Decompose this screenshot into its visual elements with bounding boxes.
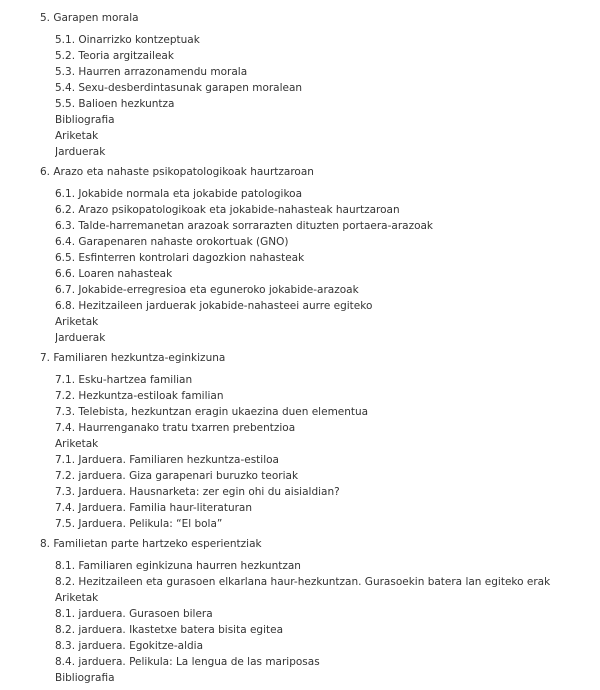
toc-item[interactable]: Jarduerak	[55, 332, 106, 344]
toc-item[interactable]: 5.2. Teoria argitzaileak	[55, 50, 174, 62]
toc-item[interactable]: 7.4. Haurrenganako tratu txarren prebentzioa	[55, 422, 296, 434]
toc-item[interactable]: 8.3. jarduera. Egokitze-aldia	[55, 640, 204, 652]
toc-item[interactable]: 7.2. Hezkuntza-estiloak familian	[55, 390, 224, 402]
toc-item[interactable]: 7.4. Jarduera. Familia haur-literaturan	[55, 502, 253, 514]
toc-item[interactable]: 5.5. Balioen hezkuntza	[55, 98, 175, 110]
section-title[interactable]: 6. Arazo eta nahaste psikopatologikoak haurtzaroan	[40, 166, 314, 178]
toc-section	[40, 536, 600, 686]
toc-item[interactable]: 8.4. jarduera. Pelikula: La lengua de las mariposas	[55, 656, 320, 668]
section-items	[40, 186, 600, 346]
toc-item[interactable]: 6.3. Talde-harremanetan arazoak sorrarazten dituzten portaera-arazoak	[55, 220, 434, 232]
toc-item[interactable]: 8.1. Familiaren eginkizuna haurren hezkuntzan	[55, 560, 301, 572]
toc-item[interactable]: 5.3. Haurren arrazonamendu morala	[55, 66, 248, 78]
toc-item[interactable]: Ariketak	[55, 130, 99, 142]
toc-item[interactable]: 7.5. Jarduera. Pelikula: “El bola”	[55, 518, 223, 530]
toc-item[interactable]: 5.4. Sexu-desberdintasunak garapen moralean	[55, 82, 303, 94]
section-items	[40, 32, 600, 160]
toc-item[interactable]: 7.2. jarduera. Giza garapenari buruzko teoriak	[55, 470, 299, 482]
toc-item[interactable]: 8.1. jarduera. Gurasoen bilera	[55, 608, 213, 620]
toc-item[interactable]: Ariketak	[55, 592, 99, 604]
section-title[interactable]: 7. Familiaren hezkuntza-eginkizuna	[40, 352, 226, 364]
toc-item[interactable]: 7.3. Jarduera. Hausnarketa: zer egin ohi du aisialdian?	[55, 486, 340, 498]
toc-item[interactable]: 6.8. Hezitzaileen jarduerak jokabide-nahasteei aurre egiteko	[55, 300, 373, 312]
table-of-contents	[40, 10, 600, 690]
section-items	[40, 372, 600, 532]
toc-item[interactable]: 7.3. Telebista, hezkuntzan eragin ukaezina duen elementua	[55, 406, 369, 418]
section-title[interactable]: 5. Garapen morala	[40, 12, 139, 24]
toc-item[interactable]: 6.7. Jokabide-erregresioa eta eguneroko jokabide-arazoak	[55, 284, 359, 296]
toc-item[interactable]: 6.2. Arazo psikopatologikoak eta jokabide-nahasteak haurtzaroan	[55, 204, 400, 216]
toc-item[interactable]: 6.1. Jokabide normala eta jokabide patologikoa	[55, 188, 303, 200]
toc-item[interactable]: Bibliografia	[55, 672, 115, 684]
toc-section	[40, 10, 600, 160]
toc-item[interactable]: Ariketak	[55, 438, 99, 450]
toc-section	[40, 164, 600, 346]
toc-section	[40, 350, 600, 532]
toc-item[interactable]: Jarduerak	[55, 146, 106, 158]
toc-item[interactable]: 7.1. Esku-hartzea familian	[55, 374, 193, 386]
toc-item[interactable]: 5.1. Oinarrizko kontzeptuak	[55, 34, 200, 46]
section-title[interactable]: 8. Familietan parte hartzeko esperientziak	[40, 538, 262, 550]
toc-item[interactable]: 8.2. Hezitzaileen eta gurasoen elkarlana haur-hezkuntzan. Gurasoekin batera lan egiteko erak	[55, 576, 551, 588]
toc-item[interactable]: 6.4. Garapenaren nahaste orokortuak (GNO)	[55, 236, 289, 248]
toc-item[interactable]: 7.1. Jarduera. Familiaren hezkuntza-estiloa	[55, 454, 279, 466]
toc-item[interactable]: Ariketak	[55, 316, 99, 328]
toc-item[interactable]: 8.2. jarduera. Ikastetxe batera bisita egitea	[55, 624, 284, 636]
section-items	[40, 558, 600, 686]
toc-item[interactable]: 6.5. Esfinterren kontrolari dagozkion nahasteak	[55, 252, 305, 264]
toc-item[interactable]: 6.6. Loaren nahasteak	[55, 268, 173, 280]
toc-item[interactable]: Bibliografia	[55, 114, 115, 126]
